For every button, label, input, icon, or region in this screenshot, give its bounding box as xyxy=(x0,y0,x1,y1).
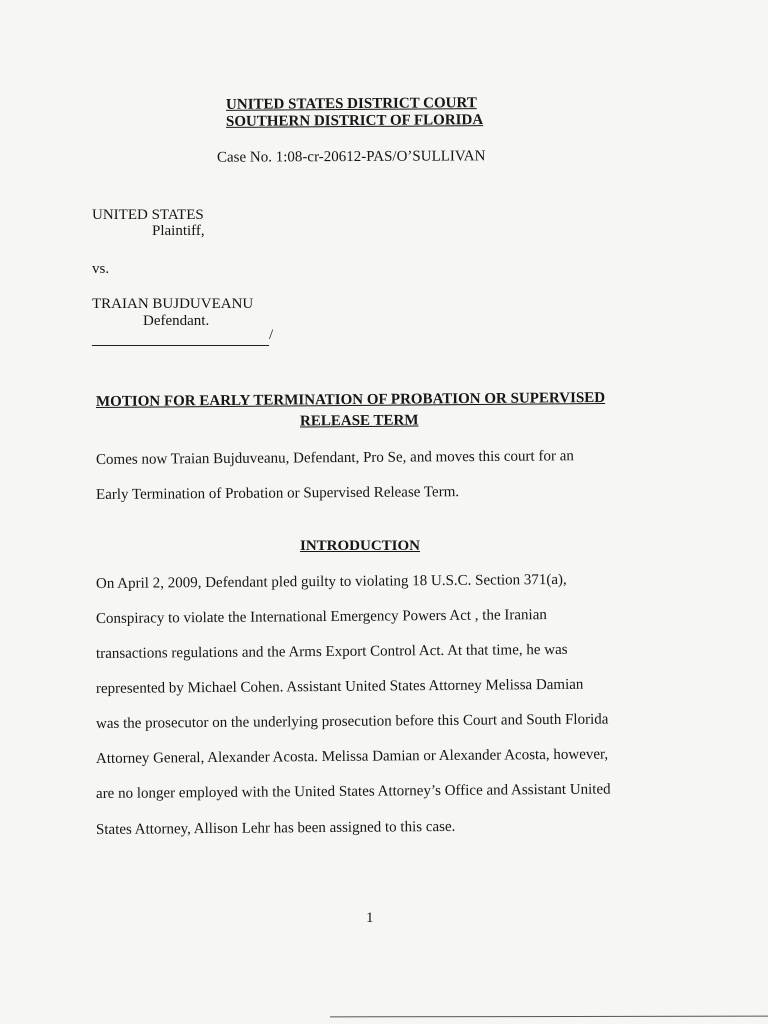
introduction-line: are no longer employed with the United States Attorney’s Office and Assistant United xyxy=(95,781,611,802)
introduction-line: On April 2, 2009, Defendant pled guilty to violating 18 U.S.C. Section 371(a), xyxy=(95,571,567,592)
introduction-line: was the prosecutor on the underlying prosecution before this Court and South Florida xyxy=(95,711,609,732)
caption-slash: / xyxy=(269,327,274,343)
defendant-role: Defendant. xyxy=(143,313,210,329)
page-number: 1 xyxy=(366,910,374,926)
scan-edge-rule xyxy=(330,1016,768,1018)
intro-paragraph-line1: Comes now Traian Bujduveanu, Defendant, Pro Se, and moves this court for an xyxy=(95,448,574,468)
motion-title-line1: MOTION FOR EARLY TERMINATION OF PROBATION OR SUPERVISED xyxy=(95,390,606,410)
plaintiff-role: Plaintiff, xyxy=(152,223,205,239)
case-number: Case No. 1:08-cr-20612-PAS/O’SULLIVAN xyxy=(216,148,486,166)
caption-signature-line xyxy=(92,345,269,346)
introduction-line: transactions regulations and the Arms Export Control Act. At that time, he was xyxy=(95,641,568,662)
introduction-line: represented by Michael Cohen. Assistant United States Attorney Melissa Damian xyxy=(95,676,584,697)
introduction-line: Attorney General, Alexander Acosta. Melissa Damian or Alexander Acosta, however, xyxy=(95,746,609,767)
court-name: UNITED STATES DISTRICT COURT xyxy=(225,95,477,113)
introduction-line: Conspiracy to violate the International Emergency Powers Act , the Iranian xyxy=(95,607,547,627)
introduction-heading: INTRODUCTION xyxy=(300,538,421,554)
court-district: SOUTHERN DISTRICT OF FLORIDA xyxy=(225,112,484,130)
plaintiff-name: UNITED STATES xyxy=(92,207,204,223)
intro-paragraph-line2: Early Termination of Probation or Supervised Release Term. xyxy=(95,484,460,503)
versus-text: vs. xyxy=(92,261,110,277)
defendant-name: TRAIAN BUJDUVEANU xyxy=(92,296,254,312)
motion-title-line2: RELEASE TERM xyxy=(299,412,419,430)
introduction-line: States Attorney, Allison Lehr has been assigned to this case. xyxy=(95,818,456,838)
